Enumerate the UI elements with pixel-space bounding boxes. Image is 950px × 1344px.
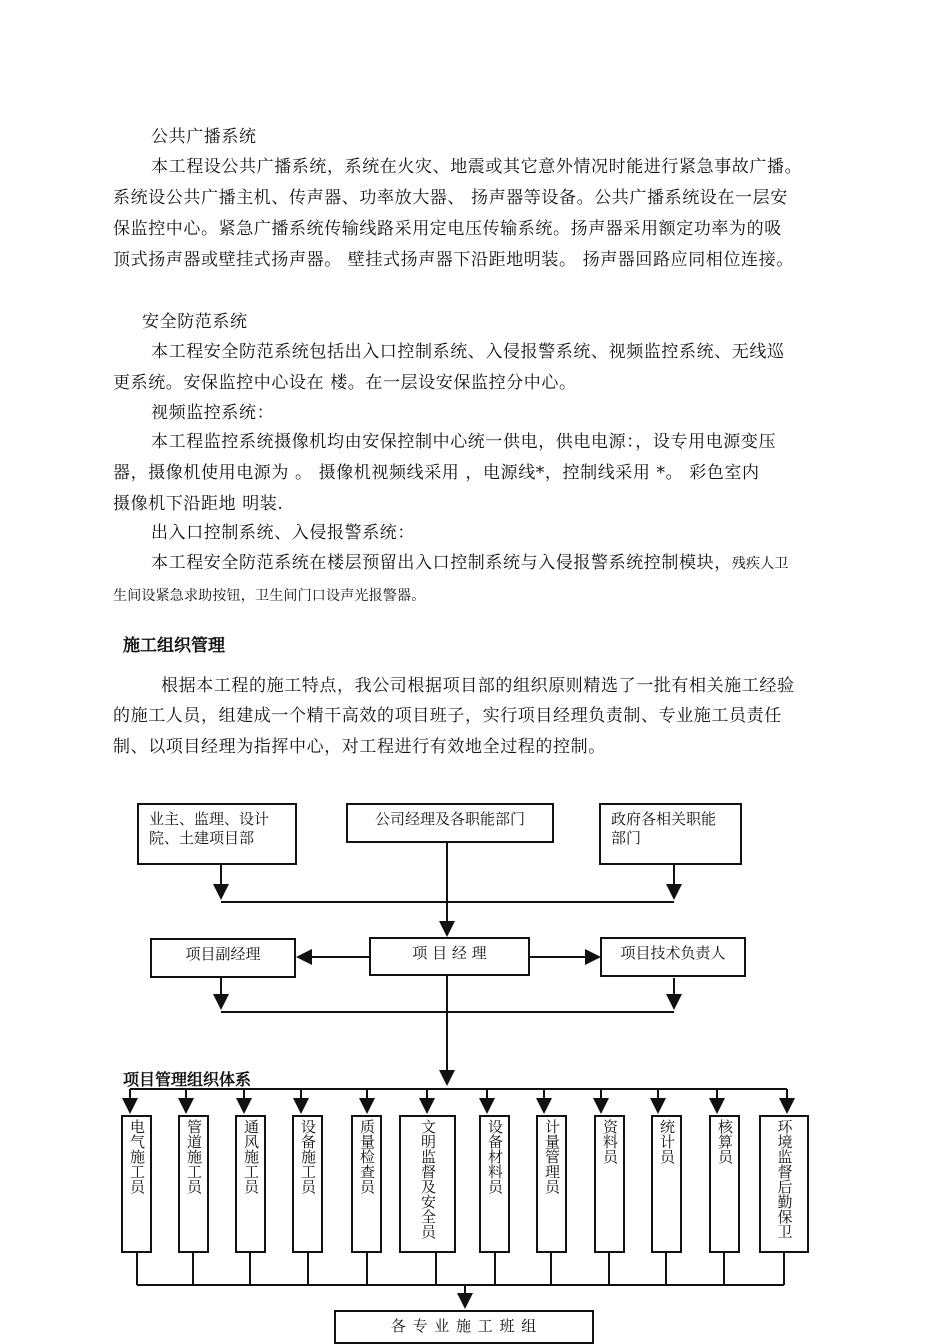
- access-line-1-small: 残疾人卫: [731, 556, 789, 572]
- broadcast-line-3: 保监控中心。紧急广播系统传输线路采用定电压传输系统。扬声器采用额定功率为的吸: [113, 219, 782, 239]
- access-line-2: 生间设紧急求助按钮，卫生间门口设声光报警器。: [113, 588, 426, 604]
- org-box-company: 公司经理及各职能部门: [346, 803, 554, 843]
- construction-line-3: 制、以项目经理为指挥中心，对工程进行有效地全过程的控制。: [113, 737, 606, 757]
- broadcast-line-1: 本工程设公共广播系统，系统在火灾、地震或其它意外情况时能进行紧急事故广播。: [151, 157, 803, 177]
- org-box-government: 政府各相关职能部门: [599, 803, 742, 865]
- security-line-1: 本工程安全防范系统包括出入口控制系统、入侵报警系统、视频监控系统、无线巡: [151, 342, 785, 362]
- video-line-3: 摄像机下沿距地 明装.: [113, 494, 284, 514]
- org-box-teams: 各 专 业 施 工 班 组: [334, 1310, 594, 1344]
- construction-heading: 施工组织管理: [123, 636, 225, 656]
- org-box-manager: 项 目 经 理: [369, 937, 530, 976]
- org-box-tech-lead: 项目技术负责人: [600, 937, 746, 977]
- security-line-2: 更系统。安保监控中心设在 楼。在一层设安保监控分中心。: [113, 373, 577, 393]
- role-box-12: 环境监督后勤保卫: [759, 1115, 809, 1253]
- org-box-deputy: 项目副经理: [150, 938, 296, 978]
- role-box-4: 设备施工员: [292, 1115, 323, 1253]
- role-box-2: 管道施工员: [178, 1115, 209, 1253]
- role-box-8: 计量管理员: [536, 1115, 567, 1253]
- role-box-7: 设备材料员: [479, 1115, 510, 1253]
- org-system-label: 项目管理组织体系: [123, 1070, 252, 1089]
- video-line-1: 本工程监控系统摄像机均由安保控制中心统一供电，供电电源：，设专用电源变压: [151, 432, 777, 452]
- construction-line-2: 的施工人员，组建成一个精干高效的项目班子，实行项目经理负责制、专业施工员责任: [113, 706, 782, 726]
- broadcast-heading: 公共广播系统: [151, 127, 257, 147]
- access-heading: 出入口控制系统、入侵报警系统：: [151, 523, 415, 543]
- video-line-2: 器，摄像机使用电源为 。 摄像机视频线采用 ，电源线*，控制线采用 *。 彩色室内: [113, 463, 760, 483]
- construction-line-1: 根据本工程的施工特点，我公司根据项目部的组织原则精选了一批有相关施工经验: [161, 676, 795, 696]
- role-box-11: 核算员: [709, 1115, 740, 1253]
- role-box-3: 通风施工员: [235, 1115, 266, 1253]
- access-line-1-main: 本工程安全防范系统在楼层预留出入口控制系统与入侵报警系统控制模块，: [151, 553, 732, 573]
- role-box-6: 文明监督及安全员: [399, 1115, 456, 1253]
- video-heading: 视频监控系统：: [151, 403, 275, 423]
- role-box-10: 统计员: [651, 1115, 682, 1253]
- broadcast-line-4: 顶式扬声器或壁挂式扬声器。 壁挂式扬声器下沿距地明装。 扬声器回路应同相位连接。: [113, 250, 794, 270]
- broadcast-line-2: 系统设公共广播主机、传声器、功率放大器、 扬声器等设备。公共广播系统设在一层安: [113, 188, 788, 208]
- role-box-1: 电气施工员: [121, 1115, 152, 1253]
- role-box-9: 资料员: [594, 1115, 625, 1253]
- security-heading: 安全防范系统: [142, 312, 248, 332]
- org-box-owners: 业主、监理、设计院、土建项目部: [137, 803, 297, 865]
- role-box-5: 质量检查员: [351, 1115, 382, 1253]
